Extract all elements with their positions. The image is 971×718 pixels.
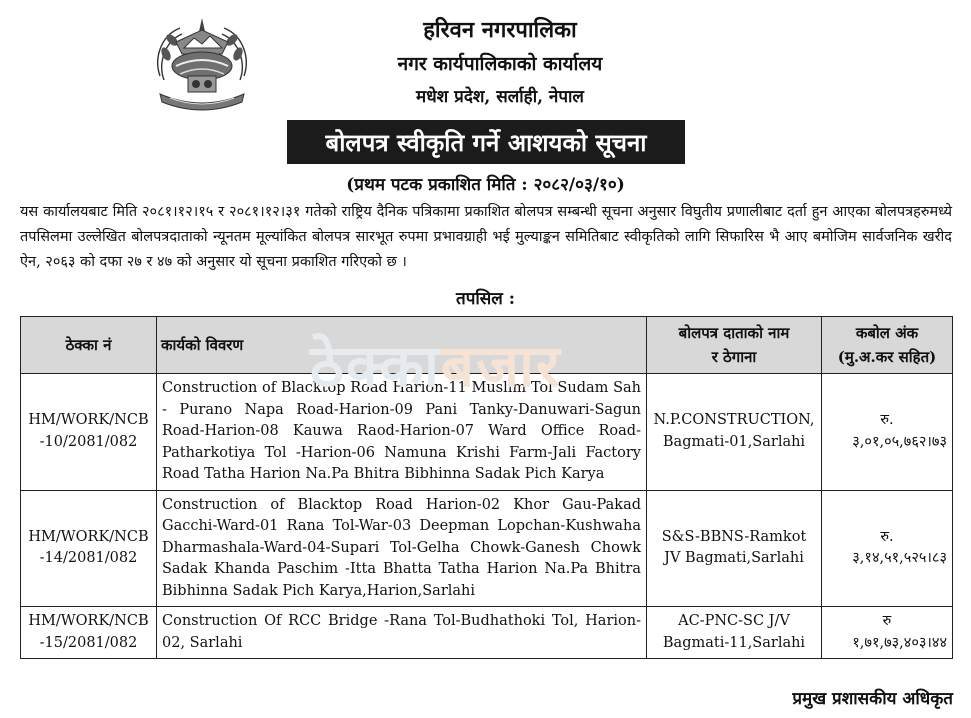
- amount-currency: रु: [882, 613, 892, 629]
- amount-value: १,७१,७३,४०३।४४: [852, 634, 947, 651]
- intro-paragraph: यस कार्यालयबाट मिति २०८१।१२।१५ र २०८१।१२।३१ गतेको राष्ट्रिय दैनिक पत्रिकामा प्रकाशित बोलपत्र सम्बन्धी सूचना अनुसार विघुतीय प्रणालीबाट दर्ता हुन आएका बोलपत्रहरुमध्ये तपसिलमा उल्लेखित बोलपत्रदाताको न्यूनतम मूल्यांकित बोलपत्र सारभूत रुपमा प्रभावग्राही भई मुल्याङ्कन समितिबाट स्वीकृतिको लागि सिफारिस भै आए बमोजिम सार्वजनिक खरीद ऐन, २०६३ को दफा २७ र ४७ को अनुसार यो सूचना प्रकाशित गरिएको छ ।: [20, 204, 952, 270]
- col-header-description: कार्यको विवरण: [157, 317, 647, 374]
- table-row: [21, 374, 953, 491]
- description-cell: Construction of Blacktop Road Harion-11 Muslim Tol Sudam Sah - Purano Napa Road-Harion-09 Pani Tanky-Danuwari-Sagun Road-Harion-08 Kauwa Raod-Harion-07 Ward Office Road-Patharkotiya Tol -Harion-06 Namuna Krishi Farm-Jali Factory Road Tatha Harion Na.Pa Bhitra Bibhinna Sadak Pich Karya: [157, 374, 647, 491]
- table-row: [21, 607, 953, 659]
- contract-no-cell: HM/WORK/NCB -14/2081/082: [21, 490, 157, 607]
- table-header-row: [21, 317, 953, 374]
- contract-no-cell: HM/WORK/NCB -10/2081/082: [21, 374, 157, 491]
- col-header-amount: [822, 317, 953, 374]
- watermark-part-1: ठेक्का: [310, 332, 441, 400]
- col-header-bidder: [647, 317, 822, 374]
- notice-title-banner: [287, 120, 685, 164]
- office-name: नगर कार्यपालिकाको कार्यालय: [397, 53, 603, 75]
- watermark-part-2: बजार: [440, 332, 562, 400]
- description-cell: Construction Of RCC Bridge -Rana Tol-Budhathoki Tol, Harion-02, Sarlahi: [157, 607, 647, 659]
- bidder-cell: S&S-BBNS-Ramkot JV Bagmati,Sarlahi: [647, 490, 822, 607]
- amount-header-text: कबोल अंक (मु.अ.कर सहित): [837, 324, 937, 366]
- amount-cell: [822, 490, 953, 607]
- amount-value: ३,१४,५१,५२५।८३: [852, 550, 947, 567]
- table-row: [21, 490, 953, 607]
- contract-no-cell: HM/WORK/NCB -15/2081/082: [21, 607, 157, 659]
- bidder-header-text: बोलपत्र दाताको नाम र ठेगाना: [678, 324, 790, 366]
- office-address: मधेश प्रदेश, सर्लाही, नेपाल: [416, 87, 584, 107]
- publish-date: (प्रथम पटक प्रकाशित मिति : २०८२/०३/१०): [346, 175, 625, 195]
- amount-cell: [822, 374, 953, 491]
- nepal-emblem-logo: [146, 14, 258, 114]
- schedule-heading: तपसिल :: [456, 289, 515, 309]
- description-cell: Construction of Blacktop Road Harion-02 Khor Gau-Pakad Gacchi-Ward-01 Rana Tol-War-03 Deepman Lopchan-Kushwaha Dharmashala-Ward-04-Supari Tol-Gelha Chowk-Ganesh Chowk Sadak Khanda Paschim -Itta Bhatta Tatha Harion Na.Pa Bhitra Bibhinna Sadak Pich Karya,Harion,Sarlahi: [157, 490, 647, 607]
- municipality-name: हरिवन नगरपालिका: [423, 17, 577, 43]
- amount-cell: [822, 607, 953, 659]
- bidder-cell: AC-PNC-SC J/V Bagmati-11,Sarlahi: [647, 607, 822, 659]
- amount-value: ३,०१,०५,७६२।७३: [852, 433, 947, 450]
- notice-title: बोलपत्र स्वीकृति गर्ने आशयको सूचना: [325, 127, 647, 157]
- bidder-cell: N.P.CONSTRUCTION, Bagmati-01,Sarlahi: [647, 374, 822, 491]
- signature-title: प्रमुख प्रशासकीय अधिकृत: [792, 689, 953, 709]
- amount-currency: रु.: [880, 412, 894, 429]
- bid-acceptance-table: [20, 316, 953, 659]
- col-header-contract-no: ठेक्का नं: [21, 317, 157, 374]
- amount-currency: रु.: [880, 528, 894, 545]
